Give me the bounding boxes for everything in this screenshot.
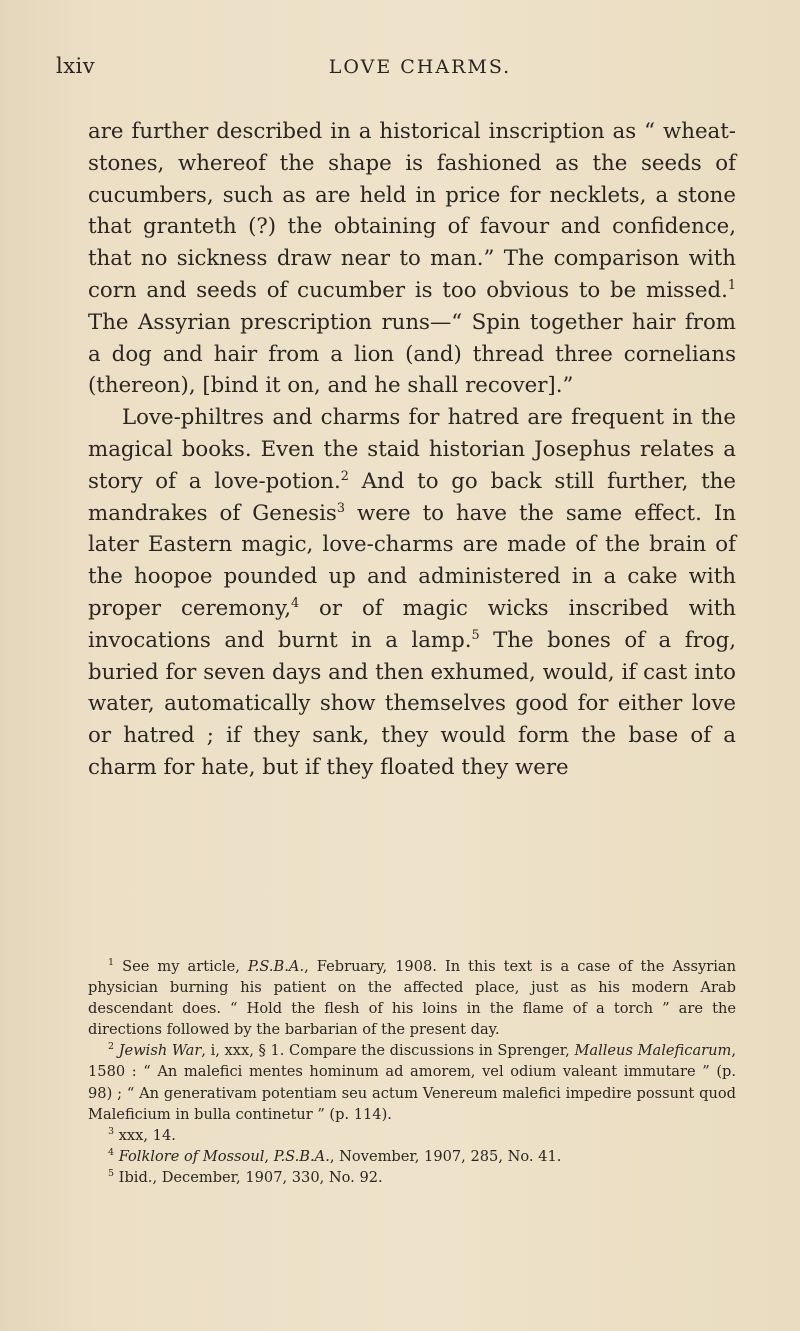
footnote-ref: 1 <box>727 277 736 293</box>
footnote-mark: 1 <box>108 957 115 969</box>
work-title: Jewish War <box>118 1042 202 1060</box>
text-run: , February, 1908. In this text is a case of the Assyrian physician burning his patient on the affected place, just as his modern Arab descendant does. “ Hold the flesh of his loins in the flame of a torch ” are the directions followed by the barbarian of the present day. <box>88 958 736 1039</box>
text-run: The bones of a frog, buried for seven days and then exhumed, would, if cast into water, automatically show themselves good for either love or hatred ; if they sank, they would form the base of a charm for hate, but if they floated they were <box>88 627 737 780</box>
page-number: lxiv <box>56 54 96 78</box>
text-run: were to have the same effect. In later Eastern magic, love-charms are made of the brain of the hoopoe pounded up and administered in a cake with proper ceremony, <box>88 500 736 621</box>
main-text <box>88 116 736 784</box>
footnote-2 <box>88 1040 736 1124</box>
footnote-3 <box>88 1125 736 1146</box>
footnote-mark: 5 <box>108 1168 115 1180</box>
text-run: And to go back still further, the mandrakes of Genesis <box>88 468 737 526</box>
footnote-5 <box>88 1167 736 1188</box>
running-title: LOVE CHARMS. <box>328 56 512 78</box>
footnote-mark: 2 <box>108 1041 115 1053</box>
journal-title: P.S.B.A. <box>273 1147 330 1165</box>
text-run: or of magic wicks inscribed with invocations and burnt in a lamp. <box>88 595 736 653</box>
paragraph <box>88 402 736 784</box>
text-run: are further described in a historical inscription as “ wheat-stones, whereof the shape is fashioned as the seeds of cucumbers, such as are held in price for necklets, a stone that granteth (?) the obtaining of favour and confidence, that no sickness draw near to man.” The comparison with corn and seeds of cucumber is too obvious to be missed. <box>88 119 736 303</box>
work-title: Folklore of Mossoul <box>118 1147 265 1165</box>
footnotes <box>88 956 736 1188</box>
page-header <box>0 52 800 88</box>
footnote-mark: 3 <box>108 1125 115 1137</box>
footnote-ref: 5 <box>471 627 480 643</box>
footnote-ref: 3 <box>336 500 345 516</box>
work-title: Malleus Maleficarum <box>574 1042 732 1060</box>
text-run: xxx, 14. <box>114 1126 176 1144</box>
text-run: , November, 1907, 285, No. 41. <box>329 1147 562 1165</box>
text-run: Love-philtres and charms for hatred are frequent in the magical books. Even the staid historian Josephus relates a story of a love-potion. <box>88 405 736 494</box>
footnote-ref: 2 <box>340 468 349 484</box>
text-run: See my article, <box>114 958 248 975</box>
footnote-4 <box>88 1146 736 1167</box>
footnote-mark: 4 <box>108 1146 115 1158</box>
footnote-ref: 4 <box>291 595 300 611</box>
footnote-1 <box>88 956 736 1040</box>
paragraph <box>88 116 736 402</box>
text-run: , 1580 : “ An malefici mentes hominum ad amorem, vel odium valeant immutare ” (p. 98) ; “ An generativam potentiam seu actum Venereum malefici impedire possunt quod Maleficium in bulla continetur ” (p. 114). <box>88 1042 736 1123</box>
text-run: , i, xxx, § 1. Compare the discussions in Sprenger, <box>201 1042 575 1060</box>
text-run: The Assyrian prescription runs—“ Spin together hair from a dog and hair from a lion (and) thread three cornelians (thereon), [bind it on, and he shall recover].” <box>88 309 736 399</box>
journal-title: P.S.B.A. <box>247 958 305 975</box>
text-run: , <box>264 1147 274 1165</box>
text-run: Ibid., December, 1907, 330, No. 92. <box>114 1168 383 1186</box>
